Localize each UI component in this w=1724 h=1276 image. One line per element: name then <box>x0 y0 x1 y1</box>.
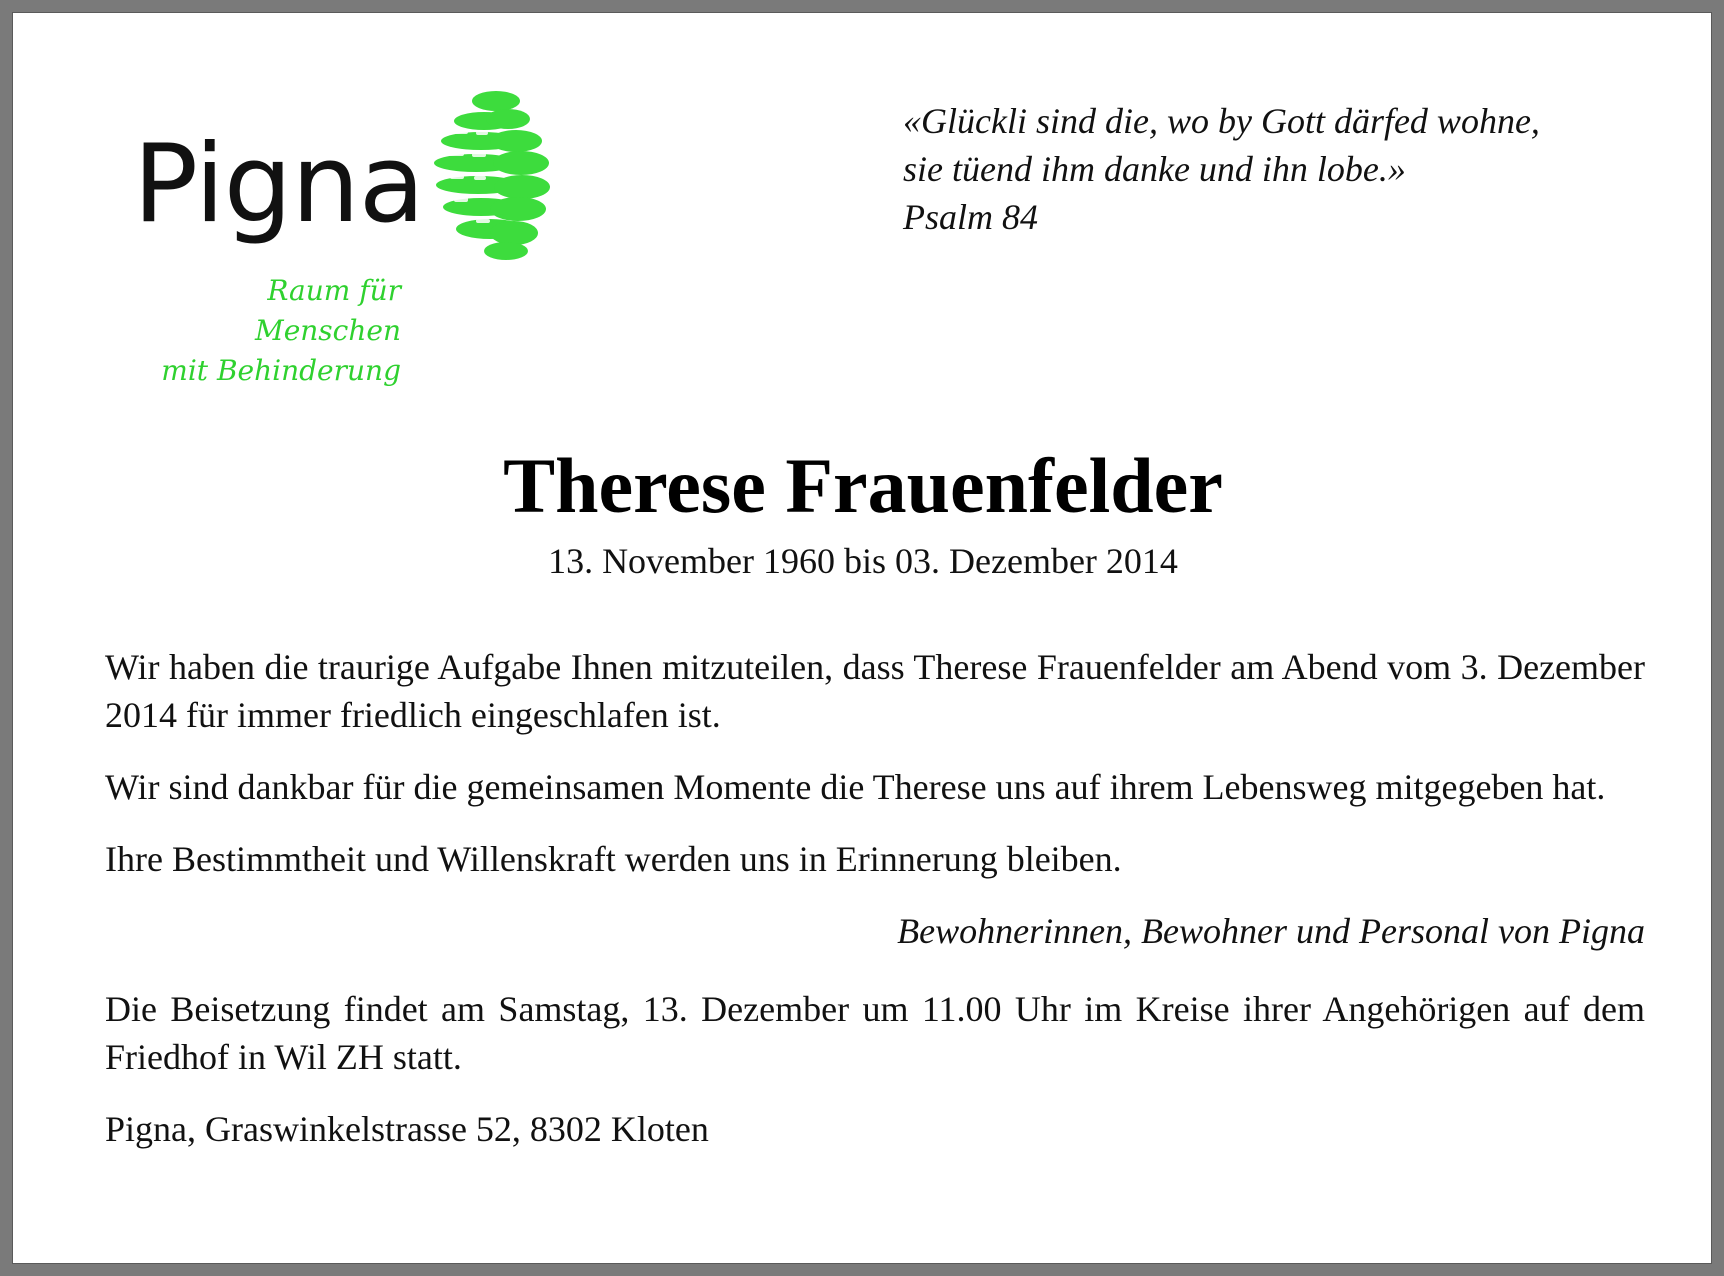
notice-body <box>105 643 1645 1177</box>
logo-wordmark: Pigna <box>133 122 424 247</box>
deceased-name: Therese Frauenfelder <box>503 442 1223 529</box>
signature: Bewohnerinnen, Bewohner und Personal von Pigna <box>897 911 1645 951</box>
quote-line1: «Glückli sind die, wo by Gott därfed wohne, <box>903 101 1540 141</box>
logo-tagline-line1: Raum für Menschen <box>255 274 401 347</box>
pigna-logo <box>121 71 581 387</box>
gratitude-paragraph: Wir sind dankbar für die gemeinsamen Momente die Therese uns auf ihrem Lebensweg mitgegeben hat. <box>105 767 1606 807</box>
address: Pigna, Graswinkelstrasse 52, 8302 Kloten <box>105 1109 709 1149</box>
burial-paragraph: Die Beisetzung findet am Samstag, 13. Dezember um 11.00 Uhr im Kreise ihrer Angehörigen auf dem Friedhof in Wil ZH statt. <box>105 989 1645 1077</box>
quote-line2: sie tüend ihm danke und ihn lobe.» <box>903 149 1406 189</box>
pine-cone-icon <box>426 81 556 261</box>
life-dates: 13. November 1960 bis 03. Dezember 2014 <box>548 541 1178 581</box>
psalm-quote <box>903 97 1683 241</box>
logo-tagline-line2: mit Behinderung <box>161 354 401 387</box>
remembrance-paragraph: Ihre Bestimmtheit und Willenskraft werden uns in Erinnerung bleiben. <box>105 839 1122 879</box>
announcement-paragraph: Wir haben die traurige Aufgabe Ihnen mitzuteilen, dass Therese Frauenfelder am Abend vom 3. Dezember 2014 für immer friedlich eingeschlafen ist. <box>105 647 1645 735</box>
notice-page <box>12 12 1712 1264</box>
logo-tagline <box>121 271 401 391</box>
quote-source: Psalm 84 <box>903 197 1038 237</box>
